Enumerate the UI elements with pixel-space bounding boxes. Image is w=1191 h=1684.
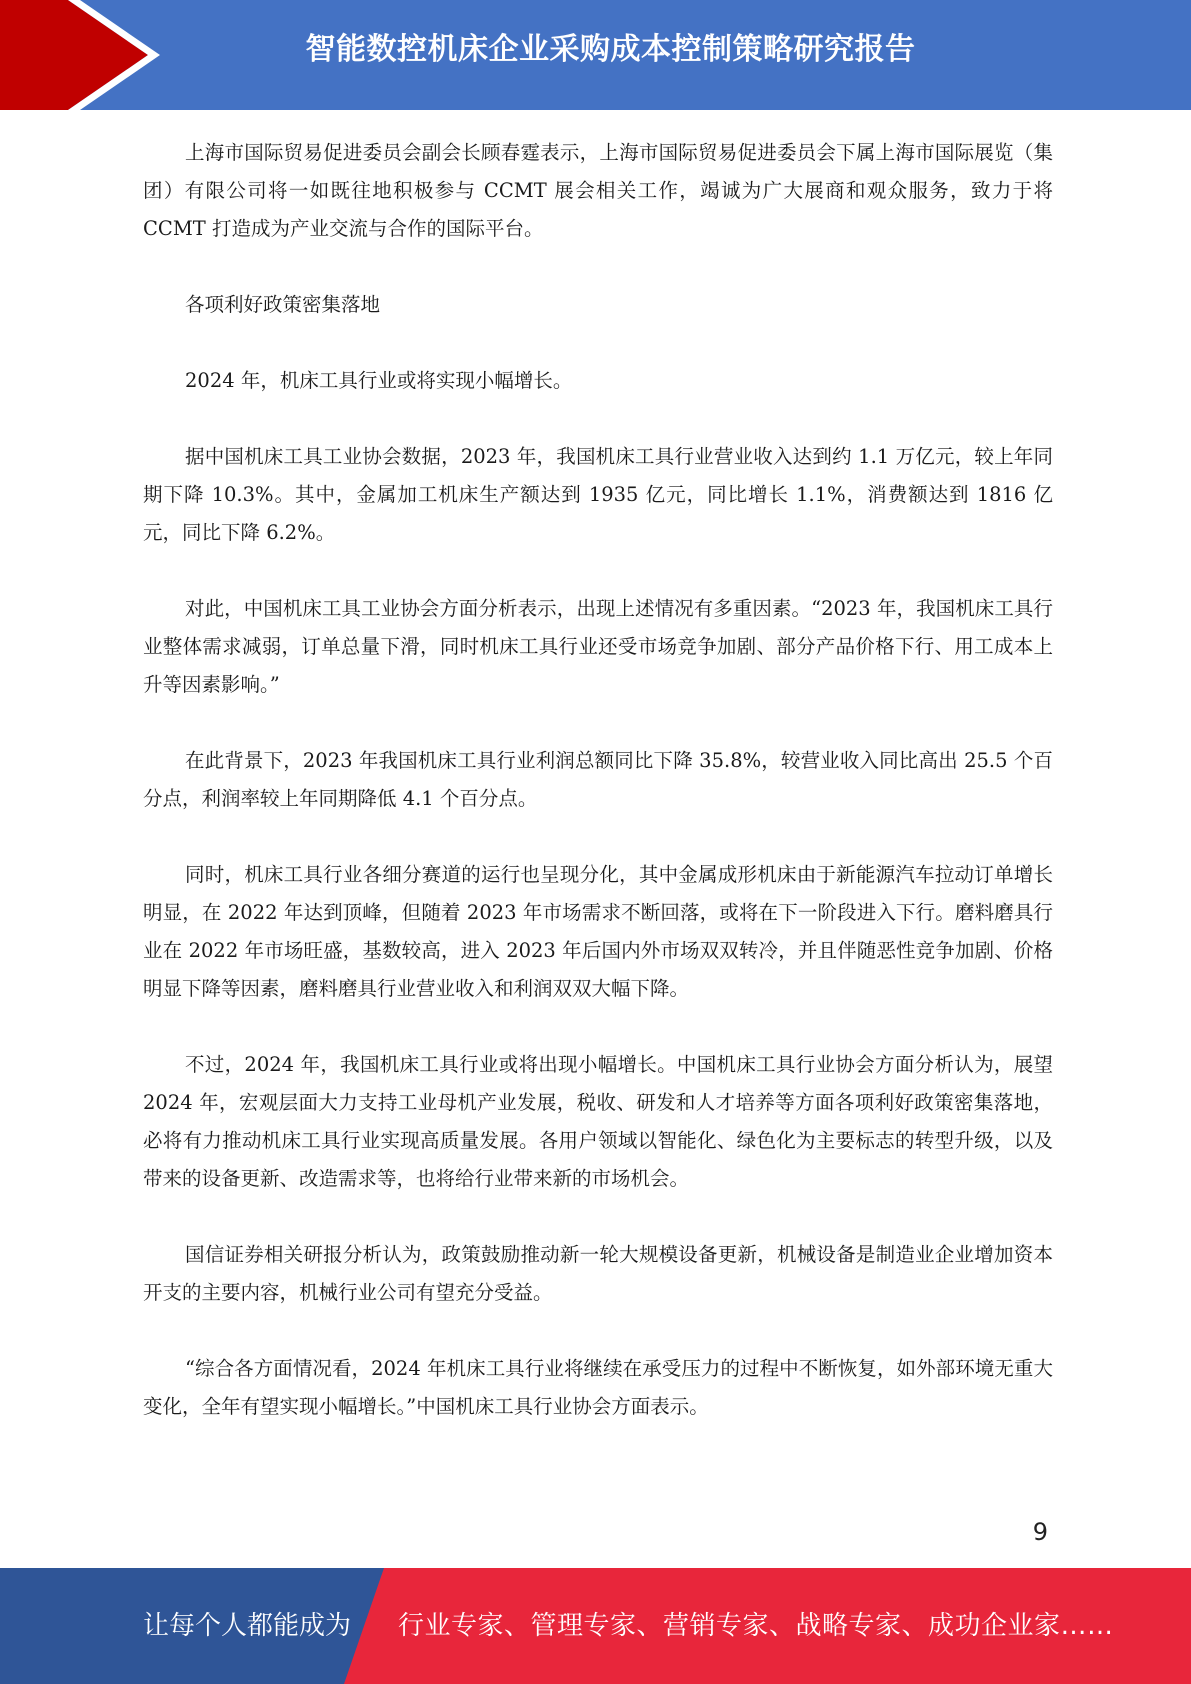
paragraph: 同时，机床工具行业各细分赛道的运行也呈现分化，其中金属成形机床由于新能源汽车拉动订单增长明显，在 2022 年达到顶峰，但随着 2023 年市场需求不断回落，或将在下一阶段进入下行。磨料磨具行业在 2022 年市场旺盛，基数较高，进入 2023 年后国内外市场双双转冷，并且伴随恶性竞争加剧、价格明显下降等因素，磨料磨具行业营业收入和利润双双大幅下降。 (143, 863, 1053, 1000)
page-header (0, 0, 1191, 110)
section-heading: 各项利好政策密集落地 (185, 293, 381, 316)
paragraph: 据中国机床工具工业协会数据，2023 年，我国机床工具行业营业收入达到约 1.1 万亿元，较上年同期下降 10.3%。其中，金属加工机床生产额达到 1935 亿元，同比增长 1.1%，消费额达到 1816 亿元，同比下降 6.2%。 (143, 445, 1053, 544)
paragraph: “综合各方面情况看，2024 年机床工具行业将继续在承受压力的过程中不断恢复，如外部环境无重大变化，全年有望实现小幅增长。”中国机床工具行业协会方面表示。 (143, 1357, 1053, 1418)
paragraph: 在此背景下，2023 年我国机床工具行业利润总额同比下降 35.8%，较营业收入同比高出 25.5 个百分点，利润率较上年同期降低 4.1 个百分点。 (143, 749, 1053, 810)
paragraph: 2024 年，机床工具行业或将实现小幅增长。 (185, 369, 573, 392)
page-number: 9 (1032, 1518, 1048, 1546)
paragraph: 不过，2024 年，我国机床工具行业或将出现小幅增长。中国机床工具行业协会方面分析认为，展望 2024 年，宏观层面大力支持工业母机产业发展，税收、研发和人才培养等方面各项利好政策密集落地，必将有力推动机床工具行业实现高质量发展。各用户领域以智能化、绿色化为主要标志的转型升级，以及带来的设备更新、改造需求等，也将给行业带来新的市场机会。 (143, 1053, 1053, 1190)
paragraph: 国信证券相关研报分析认为，政策鼓励推动新一轮大规模设备更新，机械设备是制造业企业增加资本开支的主要内容，机械行业公司有望充分受益。 (143, 1243, 1053, 1304)
footer-slogan-right: 行业专家、管理专家、营销专家、战略专家、成功企业家…… (398, 1611, 1114, 1641)
document-body (143, 134, 1053, 1464)
paragraph: 上海市国际贸易促进委员会副会长顾春霆表示，上海市国际贸易促进委员会下属上海市国际展览（集团）有限公司将一如既往地积极参与 CCMT 展会相关工作，竭诚为广大展商和观众服务，致力于将 CCMT 打造成为产业交流与合作的国际平台。 (143, 141, 1053, 240)
report-title: 智能数控机床企业采购成本控制策略研究报告 (305, 32, 916, 67)
paragraph: 对此，中国机床工具工业协会方面分析表示，出现上述情况有多重因素。“2023 年，我国机床工具行业整体需求减弱，订单总量下滑，同时机床工具行业还受市场竞争加剧、部分产品价格下行、用工成本上升等因素影响。” (143, 597, 1053, 696)
page-footer (0, 1568, 1191, 1684)
footer-slogan-left: 让每个人都能成为 (143, 1611, 352, 1641)
header-chevron-graphic (0, 0, 160, 110)
